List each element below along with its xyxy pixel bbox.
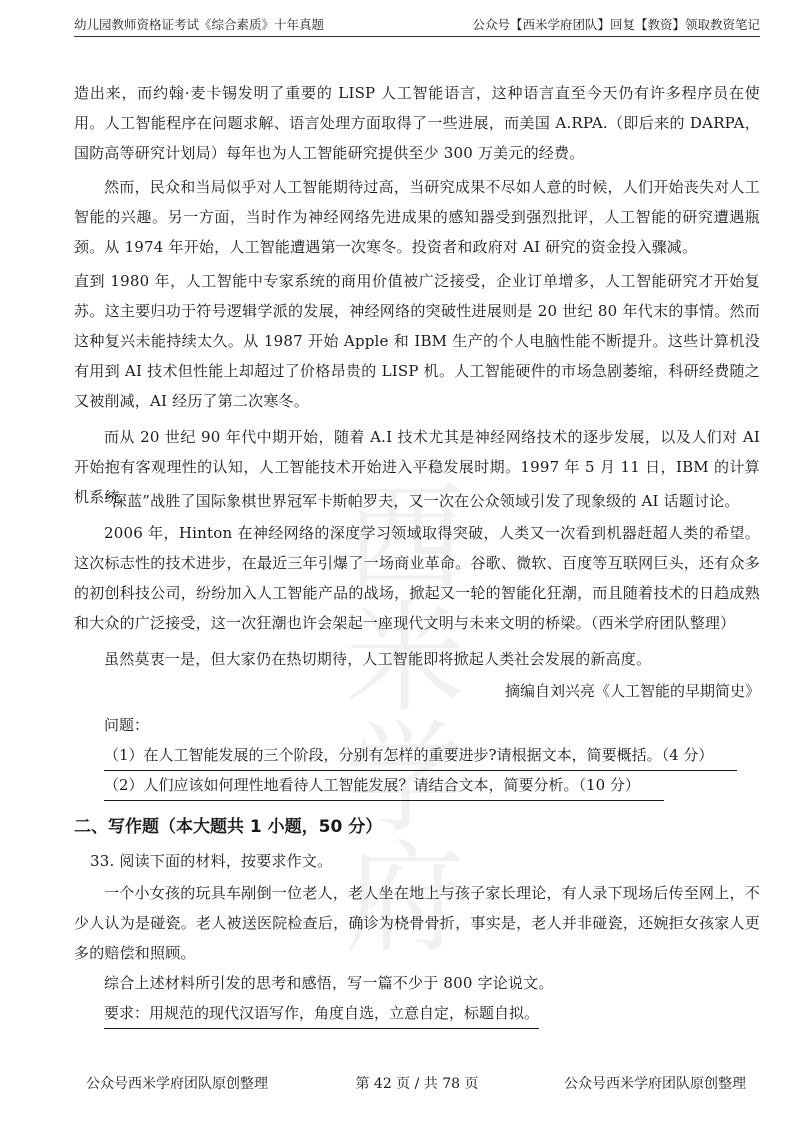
question-33: 33. 阅读下面的材料，按要求作文。 — [90, 852, 333, 870]
page-footer — [74, 1072, 760, 1096]
paragraph-lisp: 造出来，而约翰·麦卡锡发明了重要的 LISP 人工智能语言，这种语言直至今天仍有许多程序员在使用。人工智能程序在问题求解、语言处理方面取得了一些进展，而美国 A.RPA.（即后来的 DARPA，国防高等研究计划局）每年也为人工智能研究提供至少 300 万美元的经费。 — [74, 84, 760, 162]
footer-left: 公众号西米学府团队原创整理 — [86, 1076, 268, 1092]
paragraph-deep-blue: “深蓝”战胜了国际象棋世界冠军卡斯帕罗夫，又一次在公众领域引发了现象级的 AI 话题讨论。 — [104, 492, 740, 510]
page-number: 第 42 页 / 共 78 页 — [355, 1076, 479, 1092]
header-left-title: 幼儿园教师资格证考试《综合素质》十年真题 — [74, 17, 325, 32]
essay-task: 综合上述材料所引发的思考和感悟，写一篇不少于 800 字论说文。 — [104, 974, 554, 992]
questions-label: 问题： — [104, 716, 150, 734]
section-title: 二、写作题（本大题共 1 小题，50 分） — [74, 817, 383, 837]
paragraph-first-winter: 然而，民众和当局似乎对人工智能期待过高，当研究成果不尽如人意的时候，人们开始丧失对人工智能的兴趣。另一方面，当时作为神经网络先进成果的感知器受到强烈批评，人工智能的研究遭遇瓶颈。从 1974 年开始，人工智能遭遇第一次寒冬。投资者和政府对 AI 研究的资金投入骤减。 — [74, 178, 760, 256]
footer-right: 公众号西米学府团队原创整理 — [564, 1076, 746, 1092]
header-right-notice: 公众号【西米学府团队】回复【教资】领取教资笔记 — [472, 17, 760, 32]
essay-material: 一个小女孩的玩具车剐倒一位老人，老人坐在地上与孩子家长理论，有人录下现场后传至网上，不少人认为是碰瓷。老人被送医院检查后，确诊为桡骨骨折，事实是，老人并非碰瓷，还婉拒女孩家人更多的赔偿和照顾。 — [74, 884, 760, 962]
paragraph-steady-period: 而从 20 世纪 90 年代中期开始，随着 A.I 技术尤其是神经网络技术的逐步发展，以及人们对 AI 开始抱有客观理性的认知，人工智能技术开始进入平稳发展时期。1997 年 5 月 11 日，IBM 的计算机系统 — [74, 428, 760, 506]
watermark: 西米学府 — [345, 470, 465, 969]
paragraph-deep-learning: 2006 年，Hinton 在神经网络的深度学习领域取得突破，人类又一次看到机器赶超人类的希望。这次标志性的技术进步，在最近三年引爆了一场商业革命。谷歌、微软、百度等互联网巨头，还有众多的初创科技公司，纷纷加入人工智能产品的战场，掀起又一轮的智能化狂潮，而且随着技术的日趋成熟和大众的广泛接受，这一次狂潮也许会架起一座现代文明与未来文明的桥梁。（西米学府团队整理） — [74, 524, 760, 632]
paragraph-second-winter: 直到 1980 年，人工智能中专家系统的商用价值被广泛接受，企业订单增多，人工智能研究才开始复苏。这主要归功于符号逻辑学派的发展，神经网络的突破性进展则是 20 世纪 80 年代末的事情。然而这种复兴未能持续太久。从 1987 开始 Apple 和 IBM 生产的个人电脑性能不断提升。这些计算机没有用到 AI 技术但性能上却超过了价格昂贵的 LISP 机。人工智能硬件的市场急剧萎缩，科研经费随之又被削减，AI 经历了第二次寒冬。 — [74, 272, 760, 410]
paragraph-conclusion: 虽然莫衷一是，但大家仍在热切期待，人工智能即将掀起人类社会发展的新高度。 — [104, 650, 652, 668]
question-item: （1）在人工智能发展的三个阶段，分别有怎样的重要进步?请根据文本，简要概括。（4 分） — [104, 740, 737, 771]
essay-requirement: 要求：用规范的现代汉语写作，角度自选，立意自定，标题自拟。 — [104, 998, 539, 1029]
source-citation: 摘编自刘兴亮《人工智能的早期简史》 — [504, 682, 760, 700]
page-header — [74, 14, 760, 37]
question-item: （2）人们应该如何理性地看待人工智能发展？请结合文本，简要分析。（10 分） — [104, 770, 664, 801]
